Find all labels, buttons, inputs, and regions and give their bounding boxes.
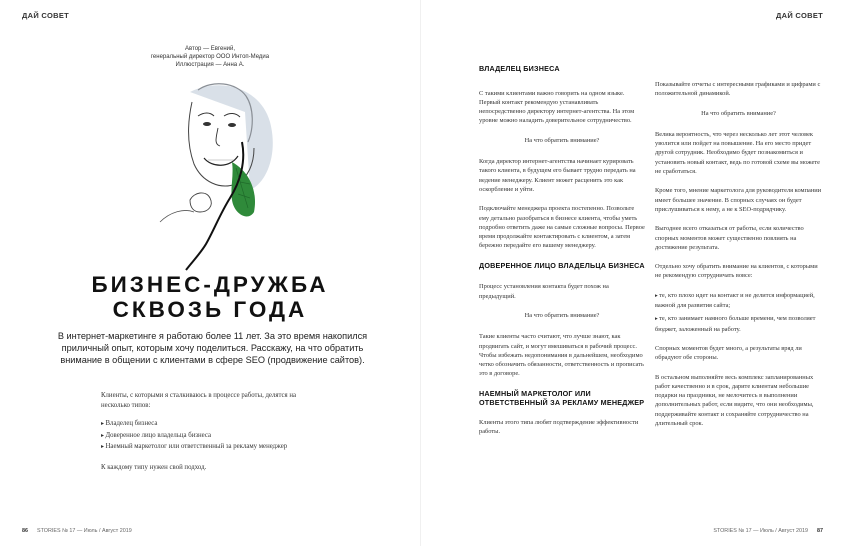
paragraph: Велика вероятность, что через несколько лет этот человек уволится или пойдет на повышение. На его место придет другой сотрудник. Необходимо будет познакомиться и установить новый контакт, ведь по готовой схеме вы можете не сработаться. bbox=[655, 130, 820, 176]
heading-hired-marketer: НАЕМНЫЙ МАРКЕТОЛОГ ИЛИ ОТВЕТСТВЕННЫЙ ЗА РЕКЛАМУ МЕНЕДЖЕР bbox=[479, 388, 645, 408]
avoid-clients-list bbox=[655, 291, 822, 334]
paragraph: Спорных моментов будет много, а результаты вряд ли обрадуют обе стороны. bbox=[655, 344, 802, 362]
paragraph: Отдельно хочу обратить внимание на клиентов, с которыми не рекомендую сотрудничать вовсе: bbox=[655, 263, 818, 280]
client-types-list bbox=[101, 419, 311, 453]
footer-issue-right: STORIES № 17 — Июль / Август 2019 bbox=[713, 528, 808, 534]
page-number-right: 87 bbox=[817, 528, 823, 534]
article-title bbox=[60, 272, 360, 322]
paragraph: Подключайте менеджера проекта постепенно. Позвольте ему детально разобраться в бизнесе клиента, чтобы уметь подробно ответить даже на самые сложные вопросы. Первое время продолжайте контактировать с клиентом, а затем бережно передайте его вашему менеджеру. bbox=[479, 205, 645, 250]
lead-paragraph: В интернет-маркетинге я работаю более 11 лет. За это время накопился приличный опыт, которым хочу поделиться. Расскажу, на что обратить внимание в общении с клиентами в сфере SEO (продвижение сайтов). bbox=[57, 331, 368, 365]
paragraph: Процесс установления контакта будет похож на предыдущий. bbox=[479, 283, 609, 300]
footer-right bbox=[713, 528, 823, 534]
title-line-1: БИЗНЕС-ДРУЖБА bbox=[91, 272, 329, 297]
credit-position: генеральный директор ООО Интоп-Медиа bbox=[150, 54, 270, 60]
heading-trusted-person: ДОВЕРЕННОЕ ЛИЦО ВЛАДЕЛЬЦА БИЗНЕСА bbox=[479, 260, 645, 270]
paragraph: Кроме того, мнение маркетолога для руководителя компании имеет большее значение. В спорных случаях он будет прислушиваться к нему, а не к SEO-подрядчику. bbox=[655, 187, 822, 213]
paragraph: Показывайте отчеты с интересными графиками и цифрами с положительной динамикой. bbox=[655, 81, 821, 98]
intro-block bbox=[101, 391, 311, 482]
intro-text: Клиенты, с которыми я сталкиваюсь в процессе работы, делятся на несколько типов: bbox=[101, 392, 297, 409]
portrait-illustration bbox=[150, 72, 280, 272]
paragraph: В остальном выполняйте весь комплекс запланированных работ качественно и в срок, дарите клиентам небольшие подарки на праздники, не мелочитесь в выполнении дополнительных работ, если видите, что они необходимы, поддерживайте контакт и сохраняйте сотрудничество на длительный срок. bbox=[655, 373, 814, 428]
list-item: ▸ те, кто плохо идет на контакт и не делится информацией, важной для развития сайта; bbox=[655, 291, 822, 311]
attention-subhead: На что обратить внимание? bbox=[524, 311, 600, 319]
footer-issue-left: STORIES № 17 — Июль / Август 2019 bbox=[37, 528, 132, 534]
list-item: ▸ Владелец бизнеса bbox=[101, 419, 311, 430]
page-number-left: 86 bbox=[22, 528, 28, 534]
column-right bbox=[655, 80, 822, 438]
credit-illustration: Иллюстрация — Анна А. bbox=[175, 62, 245, 68]
paragraph: Клиенты этого типа любят подтверждение эффективности работы. bbox=[479, 418, 639, 436]
paragraph: Выгоднее всего отказаться от работы, если количество спорных моментов может существенно повлиять на достижение результата. bbox=[655, 225, 804, 251]
author-credits bbox=[110, 45, 310, 69]
list-item: ▸ Доверенное лицо владельца бизнеса bbox=[101, 431, 311, 442]
attention-subhead: На что обратить внимание? bbox=[524, 136, 600, 144]
section-header-right: ДАЙ СОВЕТ bbox=[776, 11, 823, 20]
list-item: ▸ те, кто занимает намного больше времени, чем позволяет бюджет, заложенный на работу. bbox=[655, 314, 822, 334]
page-gutter bbox=[420, 0, 421, 546]
list-item: ▸ Наемный маркетолог или ответственный за рекламу менеджер bbox=[101, 442, 311, 453]
section-header-left: ДАЙ СОВЕТ bbox=[22, 11, 69, 20]
paragraph: С такими клиентами важно говорить на одном языке. Первый контакт рекомендую устанавливать непосредственно директору интернет-агентства. На этом уровне можно наладить доверительное сотрудничество. bbox=[479, 89, 635, 125]
intro-conclusion: К каждому типу нужен свой подход. bbox=[101, 463, 207, 471]
column-middle bbox=[479, 64, 645, 447]
title-line-2: СКВОЗЬ ГОДА bbox=[112, 297, 308, 322]
attention-subhead: На что обратить внимание? bbox=[701, 109, 776, 117]
paragraph: Такие клиенты часто считают, что лучше знают, как продвигать сайт, и могут вмешиваться в рабочий процесс. Чтобы избежать недопонимания в дальнейшем, необходимо четко обозначить обязанности, ответственность и прописать это в договоре. bbox=[479, 333, 644, 378]
footer-left bbox=[22, 528, 132, 534]
paragraph: Когда директор интернет-агентства начинает курировать такого клиента, в будущем его бывает трудно передать на ведение менеджеру. Клиент может расценить это как оскорбление и уйти. bbox=[479, 158, 636, 193]
heading-business-owner: ВЛАДЕЛЕЦ БИЗНЕСА bbox=[479, 64, 560, 73]
credit-author: Автор — Евгений, bbox=[184, 46, 235, 52]
